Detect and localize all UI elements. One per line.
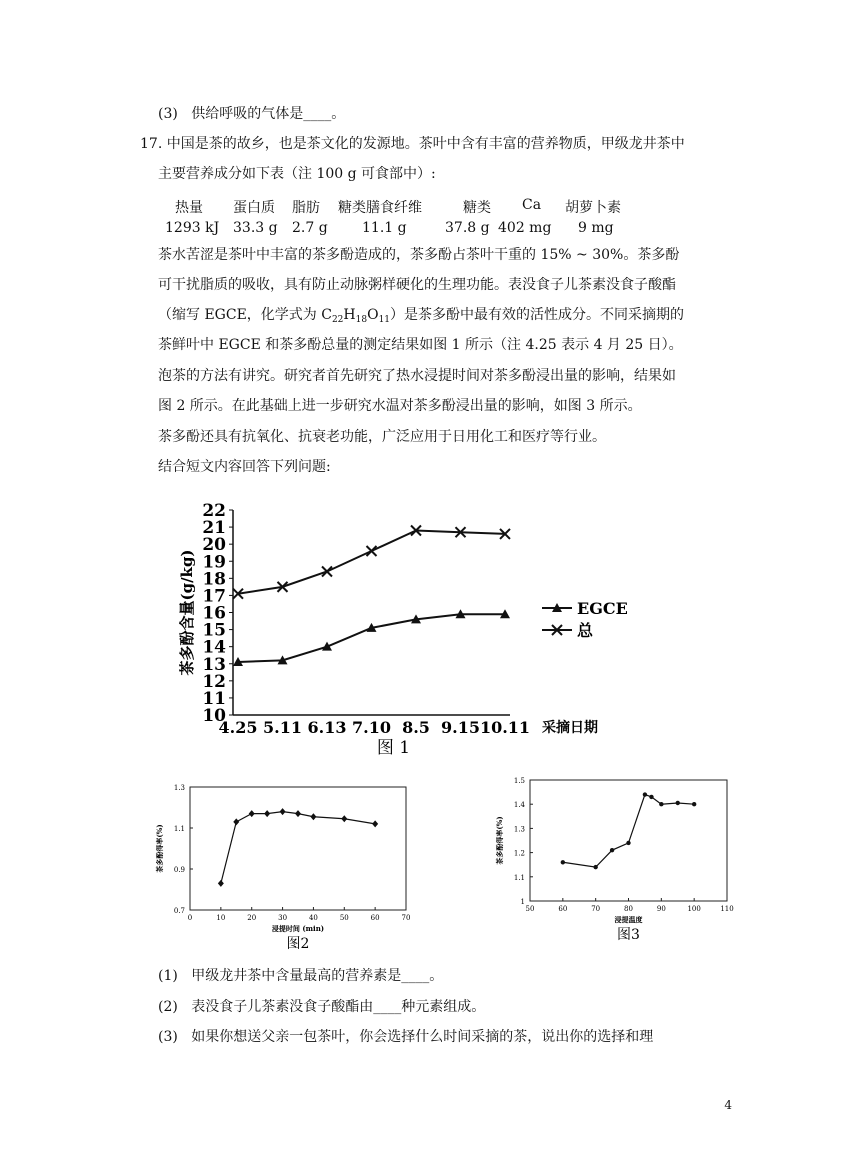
x-tick-label: 4.25 xyxy=(218,718,258,737)
y-tick-label: 10 xyxy=(202,706,226,726)
x-tick-label: 5.11 xyxy=(263,718,302,737)
paragraph-line-formula: （缩写 EGCE，化学式为 $C_{22}H_{18}O_{11}$）是茶多酚中最有效的活性成分。不同采摘期的 xyxy=(158,307,685,325)
q16-part3: (3) 供给呼吸的气体是____。 xyxy=(158,106,346,122)
figure-caption: 图3 xyxy=(617,927,640,943)
y-tick-label: 1.4 xyxy=(513,801,525,810)
y-axis-label: 茶多酚得率(%) xyxy=(495,816,504,865)
paragraph-line: 茶鲜叶中 EGCE 和茶多酚总量的测定结果如图 1 所示（注 4.25 表示 4 月 25 日）。 xyxy=(158,337,683,353)
data-point xyxy=(295,810,301,817)
y-tick-label: 1.3 xyxy=(173,784,185,792)
y-tick-label: 15 xyxy=(202,620,226,641)
paragraph-line: 泡茶的方法有讲究。研究者首先研究了热水浸提时间对茶多酚浸出量的影响，结果如 xyxy=(158,368,676,384)
x-tick-label: 30 xyxy=(278,914,288,922)
figure-caption: 图 1 xyxy=(376,738,411,758)
x-axis-label: 采摘日期 xyxy=(542,720,598,736)
header-cell: 糖类 xyxy=(463,200,491,216)
question-1: (1) 甲级龙井茶中含量最高的营养素是____。 xyxy=(158,968,444,984)
data-point xyxy=(593,865,597,869)
y-tick-label: 21 xyxy=(202,518,226,539)
y-tick-label: 11 xyxy=(202,688,226,709)
y-tick-label: 1.3 xyxy=(513,825,525,834)
paragraph-line: 结合短文内容回答下列问题: xyxy=(158,459,331,475)
y-axis-label: 茶多酚含量(g/kg) xyxy=(178,549,196,676)
x-tick-label: 70 xyxy=(401,914,411,922)
paragraph-line: 可干扰脂质的吸收，具有防止动脉粥样硬化的生理功能。表没食子儿茶素没食子酸酯 xyxy=(158,277,676,293)
y-tick-label: 18 xyxy=(202,569,226,590)
header-cell: 热量 xyxy=(175,200,203,216)
figure-1-chart xyxy=(170,495,660,765)
data-point xyxy=(649,795,653,799)
x-tick-label: 50 xyxy=(339,914,349,922)
y-tick-label: 19 xyxy=(202,552,226,573)
data-point xyxy=(610,848,614,852)
data-point xyxy=(341,815,347,822)
header-cell: Ca xyxy=(522,197,542,213)
data-point xyxy=(249,810,255,817)
paragraph-line: 图 2 所示。在此基础上进一步研究水温对茶多酚浸出量的影响，如图 3 所示。 xyxy=(158,398,642,414)
x-tick-label: 60 xyxy=(370,914,380,922)
paragraph-line: 茶多酚还具有抗氧化、抗衰老功能，广泛应用于日用化工和医疗等行业。 xyxy=(158,429,606,445)
y-tick-label: 17 xyxy=(202,586,226,607)
page-number: 4 xyxy=(724,1098,732,1112)
x-tick-label: 100 xyxy=(687,905,701,913)
legend-label: EGCE xyxy=(577,599,628,618)
data-point xyxy=(643,792,647,796)
y-tick-label: 0.7 xyxy=(173,907,185,915)
data-point xyxy=(692,802,696,806)
y-tick-label: 14 xyxy=(202,637,226,658)
data-point xyxy=(233,818,239,825)
y-tick-label: 0.9 xyxy=(173,866,185,874)
data-point-total xyxy=(367,546,377,556)
x-tick-label: 60 xyxy=(558,905,568,913)
series-line-0 xyxy=(238,614,505,662)
y-tick-label: 20 xyxy=(202,535,226,556)
y-tick-label: 1.1 xyxy=(513,873,525,882)
plot-frame xyxy=(190,787,406,910)
x-tick-label: 90 xyxy=(656,905,666,913)
x-tick-label: 10 xyxy=(216,914,226,922)
data-point xyxy=(310,813,316,820)
data-point xyxy=(561,860,565,864)
y-tick-label: 1 xyxy=(520,898,525,906)
series-line xyxy=(563,795,694,868)
y-tick-label: 16 xyxy=(202,603,226,624)
y-axis-label: 茶多酚得率(%) xyxy=(155,824,164,873)
q17-intro-line2: 主要营养成分如下表（注 100 g 可食部中）: xyxy=(158,166,436,182)
value-cell: 9 mg xyxy=(578,220,614,236)
data-point xyxy=(372,820,378,827)
data-point xyxy=(280,808,286,815)
header-cell: 脂肪 xyxy=(292,200,320,216)
x-axis-label: 浸提温度 xyxy=(614,915,643,924)
y-tick-label: 13 xyxy=(202,654,226,675)
value-cell: 1293 kJ xyxy=(165,220,220,236)
figure-2-chart xyxy=(150,775,420,955)
header-cell: 蛋白质 xyxy=(233,200,275,216)
x-tick-label: 8.5 xyxy=(402,718,430,737)
x-tick-label: 70 xyxy=(591,905,601,913)
series-line xyxy=(221,812,375,884)
paragraph-line: 茶水苦涩是茶叶中丰富的茶多酚造成的，茶多酚占茶叶干重的 15% ~ 30%。茶多酚 xyxy=(158,247,680,263)
value-cell: 2.7 g xyxy=(292,220,328,236)
figure-3-chart xyxy=(495,770,745,955)
x-tick-label: 40 xyxy=(308,914,318,922)
value-cell: 402 mg xyxy=(498,220,552,236)
x-tick-label: 6.13 xyxy=(307,718,347,737)
plot-frame xyxy=(530,780,727,901)
data-point xyxy=(218,880,224,887)
value-cell: 11.1 g xyxy=(362,220,407,236)
data-point xyxy=(264,810,270,817)
x-axis-label: 浸提时间 (min) xyxy=(271,924,325,933)
figure-caption: 图2 xyxy=(286,936,310,952)
x-tick-label: 20 xyxy=(247,914,257,922)
question-3: (3) 如果你想送父亲一包茶叶，你会选择什么时间采摘的茶，说出你的选择和理 xyxy=(158,1029,654,1045)
y-tick-label: 12 xyxy=(202,671,226,692)
data-point xyxy=(659,802,663,806)
x-tick-label: 9.15 xyxy=(441,718,480,737)
x-tick-label: 80 xyxy=(624,905,633,913)
y-tick-label: 22 xyxy=(202,501,226,521)
x-tick-label: 7.10 xyxy=(352,718,391,737)
data-point-total xyxy=(322,567,332,577)
series-line-1 xyxy=(238,531,505,594)
x-tick-label: 0 xyxy=(187,914,193,922)
value-cell: 33.3 g xyxy=(233,220,278,236)
data-point xyxy=(626,841,630,845)
header-cell: 胡萝卜素 xyxy=(565,200,621,216)
legend-label: 总 xyxy=(577,621,594,640)
x-tick-label: 110 xyxy=(720,905,734,913)
question-2: (2) 表没食子儿茶素没食子酸酯由____种元素组成。 xyxy=(158,999,486,1015)
y-tick-label: 1.1 xyxy=(173,825,185,833)
x-tick-label: 50 xyxy=(525,905,535,913)
y-tick-label: 1.5 xyxy=(513,777,525,785)
x-tick-label: 10.11 xyxy=(479,718,531,737)
value-cell: 37.8 g xyxy=(445,220,490,236)
header-cell: 糖类膳食纤维 xyxy=(338,200,422,216)
q17-intro-line1: 17. 中国是茶的故乡，也是茶文化的发源地。茶叶中含有丰富的营养物质，甲级龙井茶中 xyxy=(140,136,685,152)
data-point xyxy=(676,801,680,805)
y-tick-label: 1.2 xyxy=(513,849,525,858)
